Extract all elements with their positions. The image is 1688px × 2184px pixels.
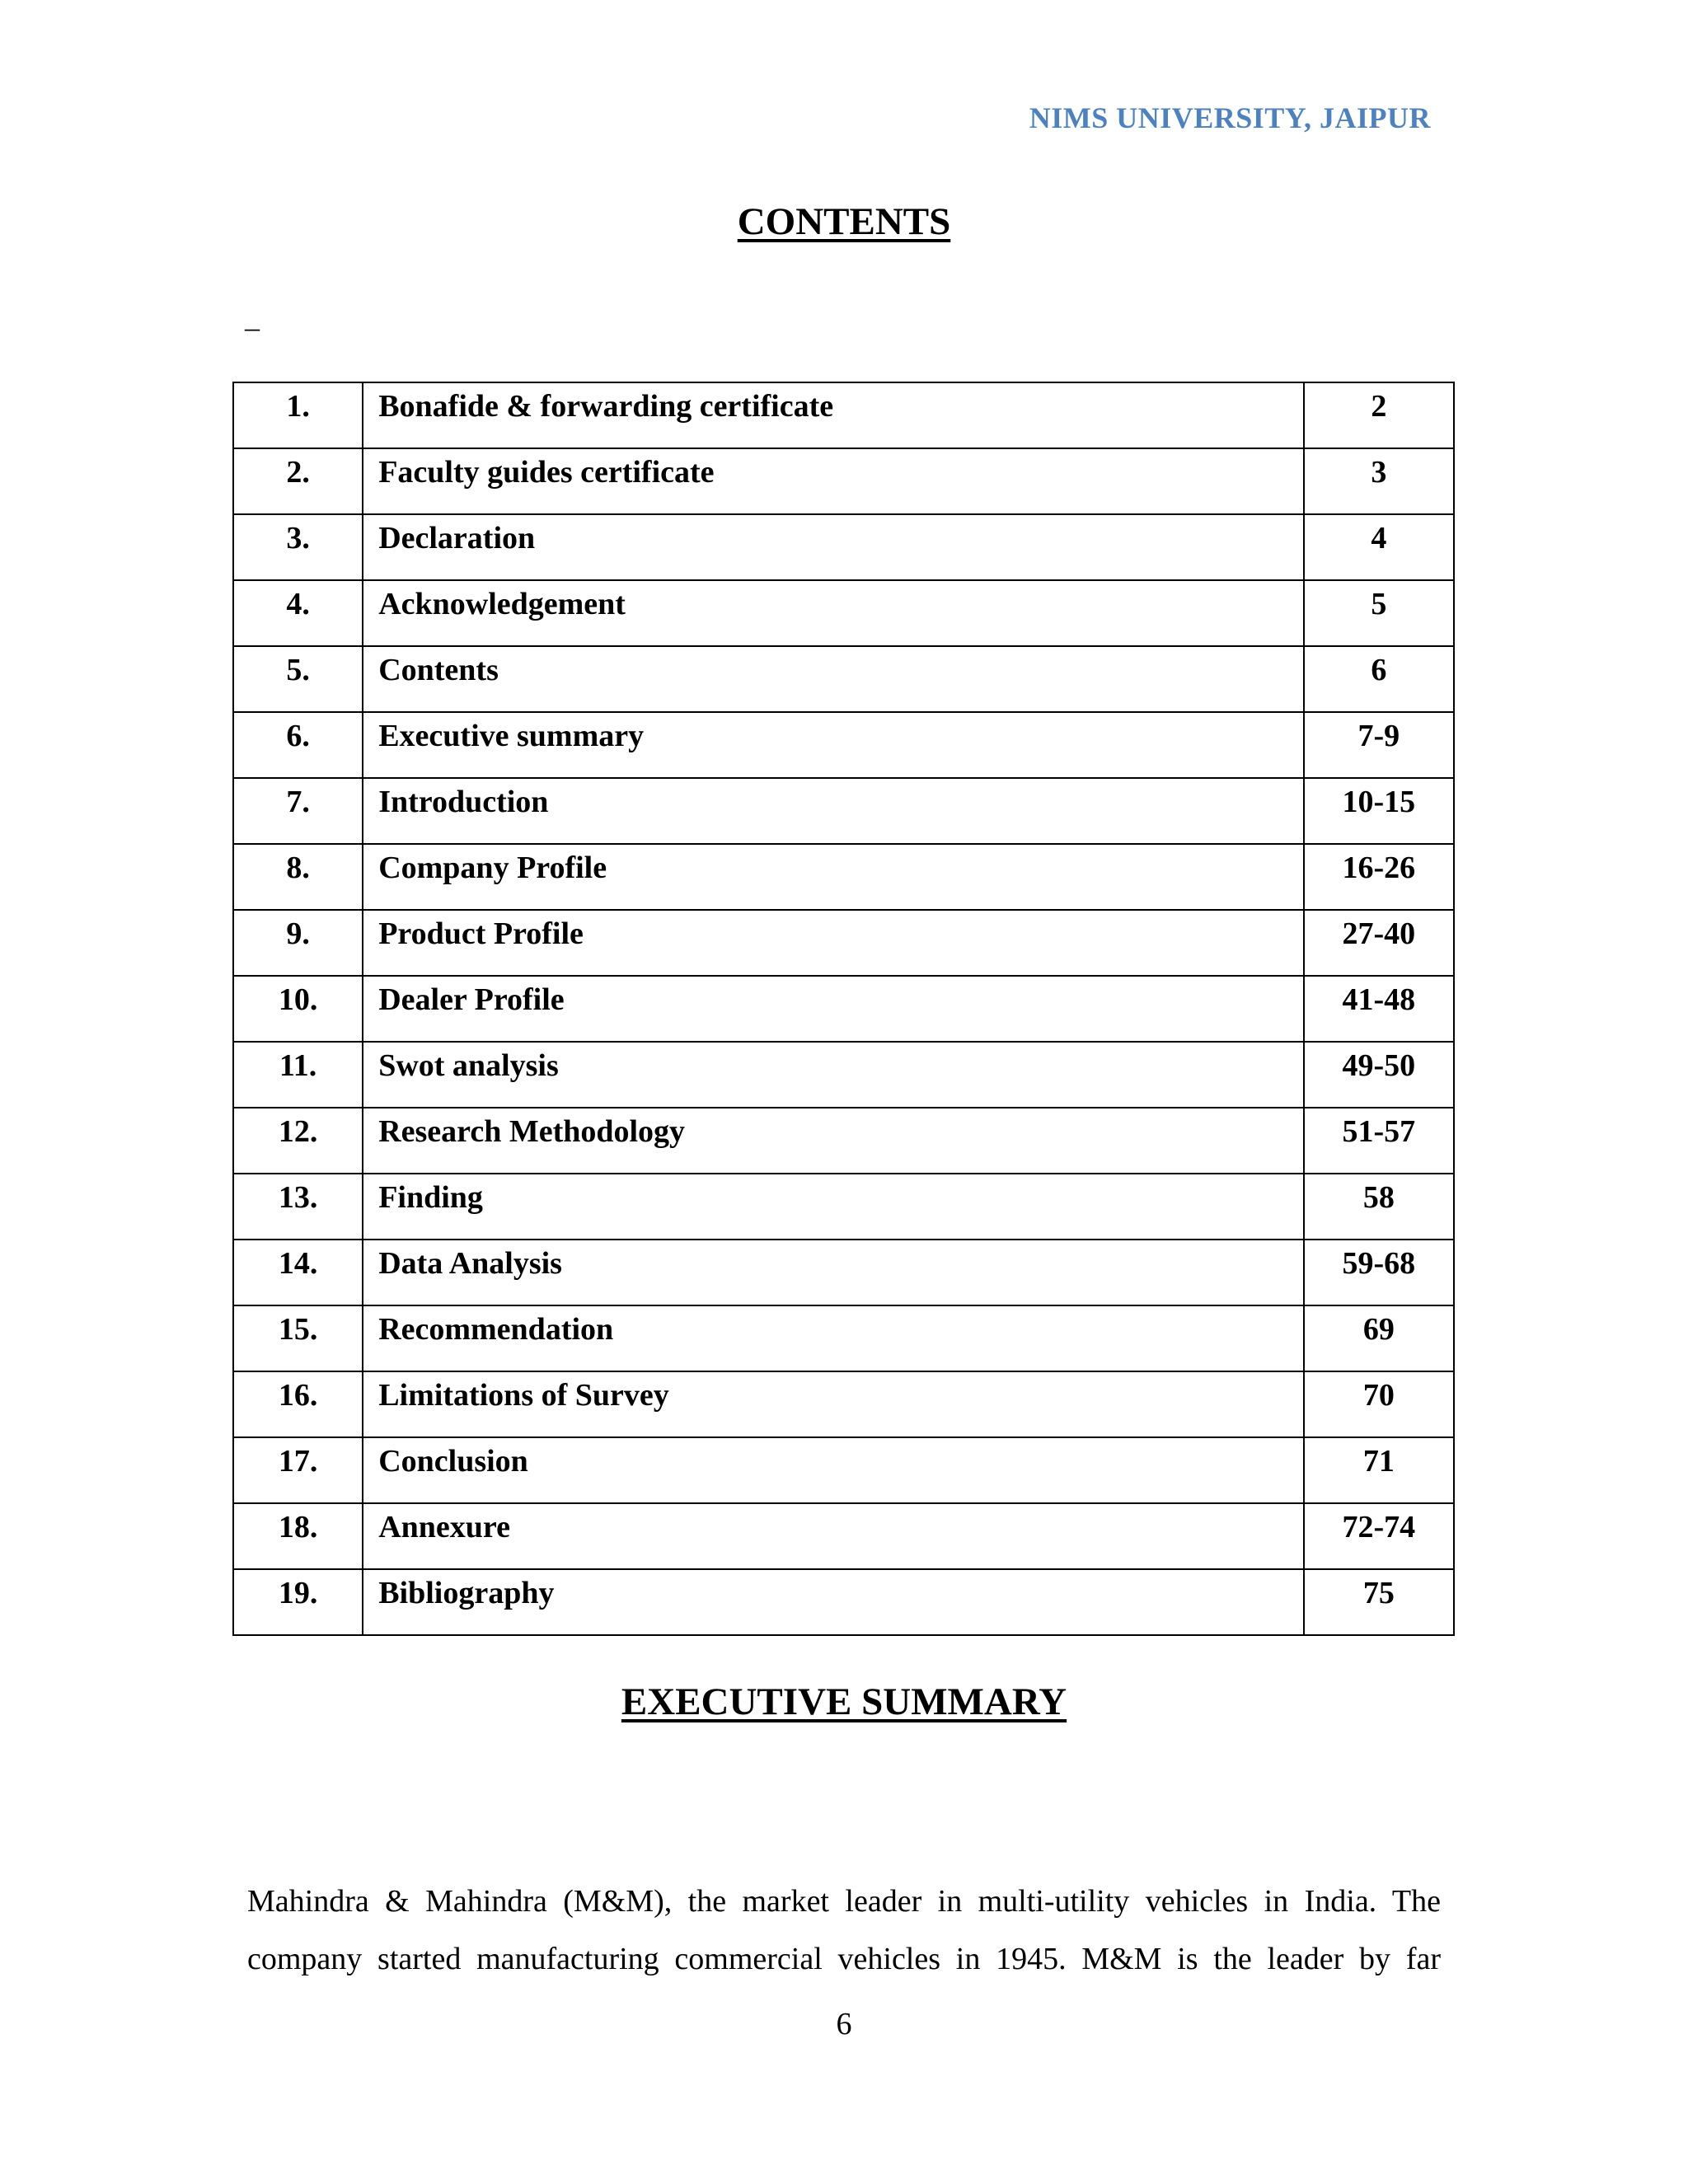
toc-item-number: 6. bbox=[286, 719, 310, 753]
toc-item-page-cell bbox=[1304, 382, 1454, 448]
toc-item-page-cell bbox=[1304, 514, 1454, 580]
toc-item-page: 75 bbox=[1362, 1576, 1395, 1610]
toc-item-page: 58 bbox=[1362, 1180, 1395, 1215]
toc-item-page: 72-74 bbox=[1342, 1510, 1416, 1544]
toc-item-number: 1. bbox=[286, 389, 310, 424]
toc-item-page-cell bbox=[1304, 1437, 1454, 1503]
toc-item-title-cell bbox=[363, 910, 1304, 976]
toc-item-number: 13. bbox=[278, 1180, 318, 1215]
toc-item-number-cell bbox=[233, 514, 363, 580]
toc-item-number-cell bbox=[233, 1371, 363, 1437]
table-row bbox=[233, 778, 1454, 844]
toc-item-page: 16-26 bbox=[1342, 851, 1416, 885]
toc-item-title-cell bbox=[363, 1174, 1304, 1240]
toc-item-title-cell bbox=[363, 1503, 1304, 1569]
toc-item-number: 19. bbox=[278, 1576, 318, 1610]
table-row bbox=[233, 1240, 1454, 1305]
toc-item-title-cell bbox=[363, 1240, 1304, 1305]
toc-item-page-cell bbox=[1304, 580, 1454, 646]
toc-item-number-cell bbox=[233, 1503, 363, 1569]
toc-item-page: 7-9 bbox=[1357, 719, 1400, 753]
toc-item-title-cell bbox=[363, 1371, 1304, 1437]
toc-item-title: Limitations of Survey bbox=[378, 1378, 669, 1413]
table-row bbox=[233, 910, 1454, 976]
toc-item-page: 41-48 bbox=[1342, 982, 1416, 1017]
toc-item-number: 8. bbox=[286, 851, 310, 885]
executive-summary-heading: EXECUTIVE SUMMARY bbox=[621, 1680, 1067, 1723]
toc-item-title: Finding bbox=[378, 1180, 483, 1215]
toc-item-number-cell bbox=[233, 1240, 363, 1305]
toc-item-number-cell bbox=[233, 910, 363, 976]
toc-item-page-cell bbox=[1304, 1503, 1454, 1569]
toc-item-page-cell bbox=[1304, 712, 1454, 778]
stray-dash-mark: – bbox=[245, 311, 260, 344]
toc-item-page: 10-15 bbox=[1342, 785, 1416, 819]
toc-item-title-cell bbox=[363, 448, 1304, 514]
table-row bbox=[233, 844, 1454, 910]
toc-item-title-cell bbox=[363, 1569, 1304, 1635]
table-row bbox=[233, 1305, 1454, 1371]
toc-item-title: Bibliography bbox=[378, 1576, 555, 1610]
toc-item-page: 2 bbox=[1371, 389, 1387, 424]
toc-item-title-cell bbox=[363, 844, 1304, 910]
table-row bbox=[233, 1108, 1454, 1174]
toc-item-page-cell bbox=[1304, 1240, 1454, 1305]
toc-item-title: Bonafide & forwarding certificate bbox=[378, 389, 834, 424]
table-row bbox=[233, 1371, 1454, 1437]
toc-item-title-cell bbox=[363, 514, 1304, 580]
toc-item-title-cell bbox=[363, 646, 1304, 712]
toc-item-title-cell bbox=[363, 976, 1304, 1042]
toc-item-page-cell bbox=[1304, 844, 1454, 910]
table-row bbox=[233, 976, 1454, 1042]
toc-item-number-cell bbox=[233, 844, 363, 910]
toc-item-number-cell bbox=[233, 580, 363, 646]
paragraph-line: company started manufacturing commercial vehicles in 1945. M&M is the leader by far bbox=[247, 1942, 1441, 1976]
toc-item-number: 15. bbox=[278, 1312, 318, 1347]
toc-item-number-cell bbox=[233, 778, 363, 844]
toc-item-title: Declaration bbox=[378, 521, 536, 555]
toc-item-title-cell bbox=[363, 382, 1304, 448]
toc-item-number-cell bbox=[233, 1108, 363, 1174]
contents-heading: CONTENTS bbox=[737, 200, 951, 243]
toc-item-page: 6 bbox=[1371, 653, 1387, 687]
table-row bbox=[233, 1503, 1454, 1569]
table-row bbox=[233, 712, 1454, 778]
table-row bbox=[233, 580, 1454, 646]
toc-item-number: 16. bbox=[278, 1378, 318, 1413]
toc-item-page: 3 bbox=[1371, 455, 1387, 490]
toc-item-title-cell bbox=[363, 778, 1304, 844]
toc-item-page-cell bbox=[1304, 448, 1454, 514]
toc-item-number-cell bbox=[233, 646, 363, 712]
toc-item-title-cell bbox=[363, 1042, 1304, 1108]
toc-item-number: 7. bbox=[286, 785, 310, 819]
toc-item-page: 71 bbox=[1362, 1444, 1395, 1479]
toc-item-title: Product Profile bbox=[378, 916, 584, 951]
toc-item-page-cell bbox=[1304, 910, 1454, 976]
toc-item-number: 4. bbox=[286, 587, 310, 621]
toc-item-number: 5. bbox=[286, 653, 310, 687]
toc-item-number: 11. bbox=[279, 1048, 317, 1083]
toc-item-page-cell bbox=[1304, 1305, 1454, 1371]
toc-item-number-cell bbox=[233, 448, 363, 514]
toc-item-title: Research Methodology bbox=[378, 1114, 686, 1149]
table-row bbox=[233, 1437, 1454, 1503]
table-row bbox=[233, 1569, 1454, 1635]
toc-item-number-cell bbox=[233, 976, 363, 1042]
toc-item-title: Recommendation bbox=[378, 1312, 614, 1347]
toc-item-title-cell bbox=[363, 580, 1304, 646]
header-institution-name: NIMS UNIVERSITY, JAIPUR bbox=[1029, 101, 1431, 134]
toc-item-number: 18. bbox=[278, 1510, 318, 1544]
toc-item-title: Company Profile bbox=[378, 851, 607, 885]
page-number: 6 bbox=[836, 2007, 852, 2041]
toc-item-title: Introduction bbox=[378, 785, 549, 819]
toc-body bbox=[233, 382, 1454, 1635]
table-row bbox=[233, 1042, 1454, 1108]
toc-item-number: 9. bbox=[286, 916, 310, 951]
toc-item-title-cell bbox=[363, 1437, 1304, 1503]
toc-item-title: Dealer Profile bbox=[378, 982, 565, 1017]
toc-item-number: 14. bbox=[278, 1246, 318, 1281]
toc-item-title: Faculty guides certificate bbox=[378, 455, 715, 490]
toc-item-title: Data Analysis bbox=[378, 1246, 562, 1281]
toc-item-number-cell bbox=[233, 1174, 363, 1240]
toc-item-title: Contents bbox=[378, 653, 499, 687]
table-row bbox=[233, 514, 1454, 580]
toc-item-page-cell bbox=[1304, 778, 1454, 844]
toc-item-number: 2. bbox=[286, 455, 310, 490]
toc-item-page: 70 bbox=[1362, 1378, 1395, 1413]
toc-item-number: 17. bbox=[278, 1444, 318, 1479]
toc-item-page: 59-68 bbox=[1342, 1246, 1416, 1281]
toc-item-title: Swot analysis bbox=[378, 1048, 559, 1083]
toc-item-page: 4 bbox=[1371, 521, 1387, 555]
table-row bbox=[233, 448, 1454, 514]
toc-item-title: Acknowledgement bbox=[378, 587, 626, 621]
toc-item-page-cell bbox=[1304, 976, 1454, 1042]
table-row bbox=[233, 646, 1454, 712]
toc-item-title-cell bbox=[363, 1108, 1304, 1174]
table-row bbox=[233, 382, 1454, 448]
toc-item-title: Annexure bbox=[378, 1510, 510, 1544]
table-row bbox=[233, 1174, 1454, 1240]
executive-summary-paragraph bbox=[247, 1872, 1441, 1988]
toc-item-number: 12. bbox=[278, 1114, 318, 1149]
paragraph-line: Mahindra & Mahindra (M&M), the market leader in multi-utility vehicles in India. The bbox=[247, 1884, 1441, 1919]
toc-item-page-cell bbox=[1304, 1108, 1454, 1174]
toc-item-title-cell bbox=[363, 712, 1304, 778]
toc-item-page-cell bbox=[1304, 1174, 1454, 1240]
toc-item-page-cell bbox=[1304, 1569, 1454, 1635]
toc-item-title: Executive summary bbox=[378, 719, 645, 753]
toc-item-page-cell bbox=[1304, 646, 1454, 712]
toc-item-number-cell bbox=[233, 712, 363, 778]
toc-item-title: Conclusion bbox=[378, 1444, 528, 1479]
toc-item-page-cell bbox=[1304, 1371, 1454, 1437]
toc-item-number-cell bbox=[233, 1569, 363, 1635]
toc-item-number-cell bbox=[233, 382, 363, 448]
toc-item-number-cell bbox=[233, 1042, 363, 1108]
toc-item-page: 5 bbox=[1371, 587, 1387, 621]
toc-item-number-cell bbox=[233, 1305, 363, 1371]
toc-item-page: 69 bbox=[1362, 1312, 1395, 1347]
toc-item-page-cell bbox=[1304, 1042, 1454, 1108]
table-of-contents bbox=[232, 382, 1455, 1636]
toc-item-page: 51-57 bbox=[1342, 1114, 1416, 1149]
toc-item-number-cell bbox=[233, 1437, 363, 1503]
toc-item-page: 27-40 bbox=[1342, 916, 1416, 951]
toc-item-number: 3. bbox=[286, 521, 310, 555]
toc-item-title-cell bbox=[363, 1305, 1304, 1371]
toc-item-number: 10. bbox=[278, 982, 318, 1017]
toc-item-page: 49-50 bbox=[1342, 1048, 1416, 1083]
